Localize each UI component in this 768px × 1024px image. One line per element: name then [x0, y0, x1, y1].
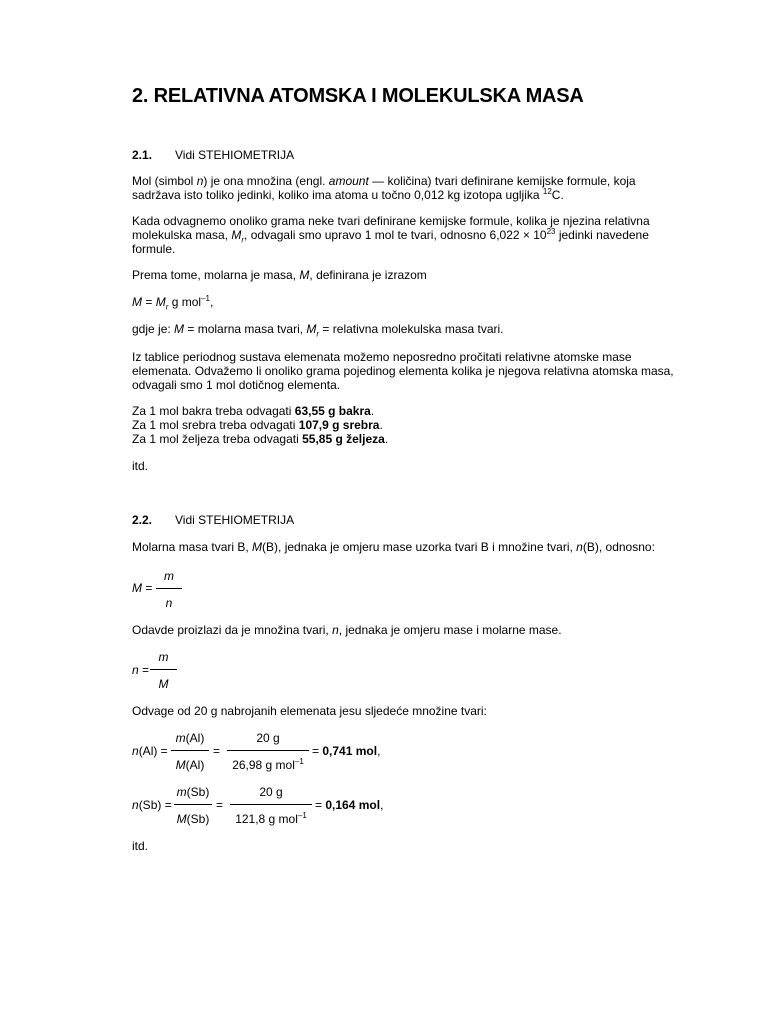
paragraph-mol-line1: Mol (simbol n) je ona množina (engl. amount — količina) tvari definirane kemijske formule, koja: [132, 174, 636, 188]
fraction-bar: [156, 588, 182, 589]
etc-text: itd.: [132, 459, 149, 473]
paragraph-odvagnemo-line3: formule.: [132, 242, 176, 256]
paragraph-tablice-line1: Iz tablice periodnog sustava elemenata možemo neposredno pročitati relativne atomske mase: [132, 350, 632, 364]
fraction-denominator: n: [165, 596, 173, 610]
fraction-bar: [174, 804, 212, 805]
fraction-numerator: m(Al): [175, 731, 205, 745]
list-item-zeljezo: Za 1 mol željeza treba odvagati 55,85 g željeza.: [132, 432, 389, 446]
etc-text: itd.: [132, 839, 149, 853]
paragraph-tablice-line3: odvagali smo 1 mol dotičnog elementa.: [132, 378, 341, 392]
paragraph-tablice-line2: elemenata. Odvažemo li onoliko grama pojedinog elementa kolika je njegova relativna atomska masa,: [132, 364, 674, 378]
fraction-denominator: 121,8 g mol$^{-1}$: [235, 811, 307, 826]
paragraph-odvagnemo-line2: molekulska masa, $M_r$, odvagali smo upravo 1 mol te tvari, odnosno $6,022 \times 10^{23}$ jedinki navedene: [132, 227, 649, 245]
paragraph-prema-tome: Prema tome, molarna je masa, M, definirana je izrazom: [132, 268, 427, 282]
list-item-srebro: Za 1 mol srebra treba odvagati 107,9 g srebra.: [132, 418, 383, 432]
section-heading-2-1: [132, 148, 294, 162]
equals-sign: =: [216, 798, 224, 812]
fraction-bar: [150, 669, 177, 670]
fraction-denominator: M(Al): [175, 758, 205, 772]
equation-lhs: M =: [132, 581, 153, 595]
fraction-numerator: 20 g: [256, 731, 280, 745]
section-heading-2-2: [132, 513, 294, 527]
fraction-denominator: M: [158, 677, 169, 691]
paragraph-molarna-masa: Molarna masa tvari B, M(B), jednaka je omjeru mase uzorka tvari B i množine tvari, n(B), odnosno:: [132, 540, 655, 554]
fraction-bar: [227, 750, 309, 751]
paragraph-odvage: Odvage od 20 g nabrojanih elemenata jesu sljedeće množine tvari:: [132, 704, 487, 718]
equation-result: = 0,741 mol,: [312, 744, 381, 758]
equation-lhs: n(Sb) =: [132, 798, 172, 812]
paragraph-odavde: Odavde proizlazi da je množina tvari, n, jednaka je omjeru mase i molarne mase.: [132, 623, 562, 637]
section-number: 2.2.: [132, 513, 153, 527]
fraction-bar: [171, 750, 209, 751]
equation-lhs: n(Al) =: [132, 744, 168, 758]
section-reference: Vidi STEHIOMETRIJA: [175, 148, 295, 162]
equals-sign: =: [213, 744, 221, 758]
section-reference: Vidi STEHIOMETRIJA: [175, 513, 295, 527]
fraction-numerator: 20 g: [259, 785, 283, 799]
section-number: 2.1.: [132, 148, 153, 162]
fraction-denominator: 26,98 g mol$^{-1}$: [232, 757, 304, 772]
equation-lhs: n =: [132, 663, 150, 677]
fraction-bar: [230, 804, 312, 805]
page-title: 2. RELATIVNA ATOMSKA I MOLEKULSKA MASA: [132, 85, 584, 107]
paragraph-gdje-je: gdje je: M = molarna masa tvari, $M_r$ = relativna molekulska masa tvari.: [132, 322, 504, 339]
equation-result: = 0,164 mol,: [315, 798, 384, 812]
fraction-numerator: m: [164, 569, 174, 583]
list-item-bakar: Za 1 mol bakra treba odvagati 63,55 g bakra.: [132, 404, 375, 418]
paragraph-odvagnemo-line1: Kada odvagnemo onoliko grama neke tvari definirane kemijske formule, kolika je njezina relativna: [132, 214, 650, 228]
equation-molar-mass: $M = M_r$ g mol$^{-1}$,: [132, 294, 214, 312]
paragraph-mol-line2: sadržava isto toliko jedinki, koliko ima atoma u točno 0,012 kg izotopa ugljika $^{12}$C.: [132, 187, 564, 202]
fraction-numerator: m(Sb): [176, 785, 210, 799]
fraction-denominator: M(Sb): [176, 812, 210, 826]
fraction-numerator: m: [158, 650, 169, 664]
